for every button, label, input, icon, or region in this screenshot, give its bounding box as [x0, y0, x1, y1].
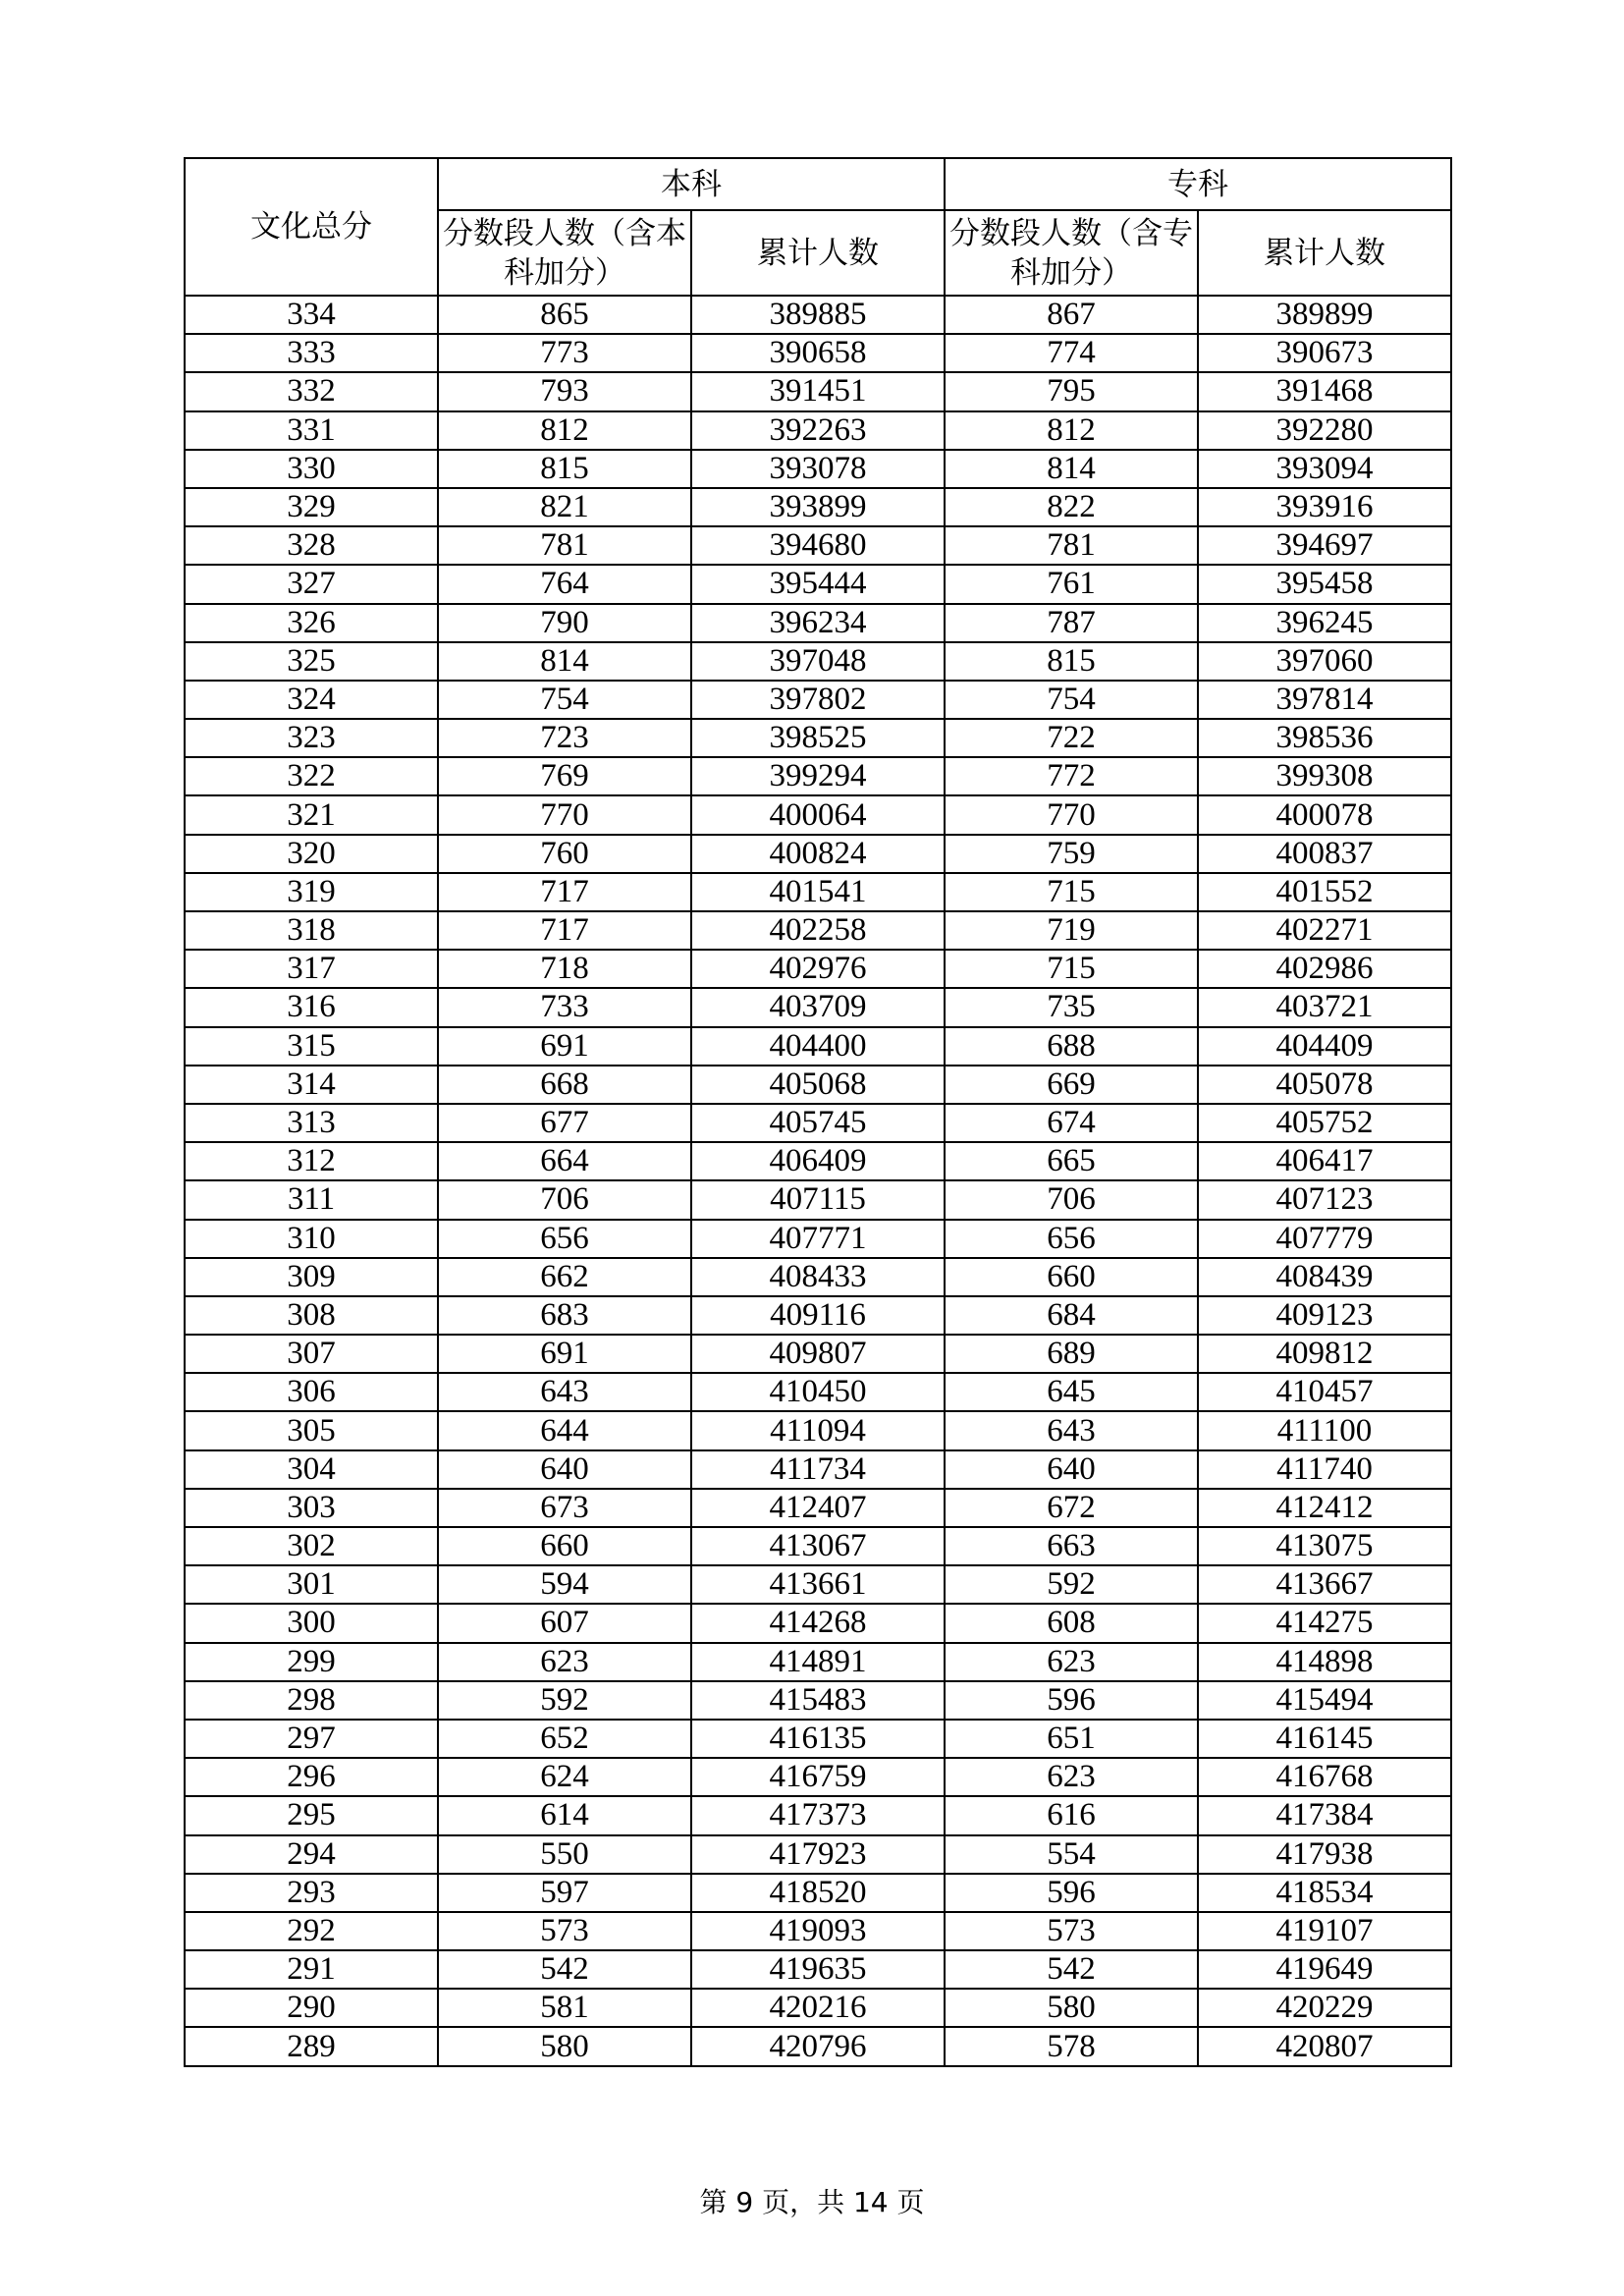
score-cell: 302 — [185, 1527, 438, 1565]
undergraduate-cumulative-cell: 416759 — [691, 1758, 945, 1796]
junior-college-cumulative-cell: 407779 — [1198, 1220, 1451, 1258]
header-undergraduate-segment-count: 分数段人数（含本科加分） — [438, 210, 691, 296]
undergraduate-cumulative-cell: 409116 — [691, 1296, 945, 1335]
undergraduate-segment-cell: 668 — [438, 1066, 691, 1104]
table-row — [185, 1450, 1451, 1489]
undergraduate-segment-cell: 769 — [438, 757, 691, 795]
table-row — [185, 1373, 1451, 1411]
junior-college-cumulative-cell: 399308 — [1198, 757, 1451, 795]
junior-college-cumulative-cell: 400837 — [1198, 835, 1451, 873]
score-cell: 312 — [185, 1142, 438, 1180]
undergraduate-cumulative-cell: 397048 — [691, 642, 945, 681]
undergraduate-cumulative-cell: 395444 — [691, 565, 945, 603]
junior-college-segment-cell: 715 — [945, 873, 1198, 911]
score-cell: 322 — [185, 757, 438, 795]
score-cell: 296 — [185, 1758, 438, 1796]
undergraduate-cumulative-cell: 405068 — [691, 1066, 945, 1104]
score-cell: 298 — [185, 1681, 438, 1720]
undergraduate-cumulative-cell: 399294 — [691, 757, 945, 795]
junior-college-cumulative-cell: 414275 — [1198, 1604, 1451, 1642]
junior-college-segment-cell: 592 — [945, 1565, 1198, 1604]
junior-college-segment-cell: 596 — [945, 1681, 1198, 1720]
undergraduate-segment-cell: 717 — [438, 911, 691, 950]
junior-college-cumulative-cell: 410457 — [1198, 1373, 1451, 1411]
junior-college-segment-cell: 674 — [945, 1104, 1198, 1142]
junior-college-segment-cell: 643 — [945, 1411, 1198, 1449]
junior-college-segment-cell: 663 — [945, 1527, 1198, 1565]
junior-college-segment-cell: 554 — [945, 1835, 1198, 1874]
junior-college-segment-cell: 623 — [945, 1643, 1198, 1681]
undergraduate-segment-cell: 677 — [438, 1104, 691, 1142]
table-row — [185, 1489, 1451, 1527]
score-cell: 319 — [185, 873, 438, 911]
junior-college-segment-cell: 684 — [945, 1296, 1198, 1335]
score-cell: 299 — [185, 1643, 438, 1681]
undergraduate-cumulative-cell: 408433 — [691, 1258, 945, 1296]
junior-college-cumulative-cell: 407123 — [1198, 1180, 1451, 1219]
junior-college-cumulative-cell: 390673 — [1198, 334, 1451, 372]
junior-college-segment-cell: 623 — [945, 1758, 1198, 1796]
undergraduate-segment-cell: 781 — [438, 526, 691, 565]
undergraduate-cumulative-cell: 416135 — [691, 1720, 945, 1758]
junior-college-segment-cell: 772 — [945, 757, 1198, 795]
junior-college-segment-cell: 719 — [945, 911, 1198, 950]
undergraduate-cumulative-cell: 402976 — [691, 950, 945, 988]
junior-college-cumulative-cell: 393094 — [1198, 450, 1451, 488]
junior-college-segment-cell: 578 — [945, 2027, 1198, 2065]
table-row — [185, 1720, 1451, 1758]
junior-college-cumulative-cell: 409123 — [1198, 1296, 1451, 1335]
score-cell: 333 — [185, 334, 438, 372]
table-row — [185, 1104, 1451, 1142]
score-cell: 311 — [185, 1180, 438, 1219]
junior-college-cumulative-cell: 395458 — [1198, 565, 1451, 603]
undergraduate-cumulative-cell: 389885 — [691, 296, 945, 334]
junior-college-cumulative-cell: 397060 — [1198, 642, 1451, 681]
junior-college-cumulative-cell: 418534 — [1198, 1874, 1451, 1912]
junior-college-segment-cell: 640 — [945, 1450, 1198, 1489]
undergraduate-cumulative-cell: 392263 — [691, 411, 945, 450]
junior-college-cumulative-cell: 403721 — [1198, 988, 1451, 1026]
junior-college-segment-cell: 645 — [945, 1373, 1198, 1411]
undergraduate-segment-cell: 550 — [438, 1835, 691, 1874]
undergraduate-segment-cell: 656 — [438, 1220, 691, 1258]
junior-college-segment-cell: 722 — [945, 719, 1198, 757]
junior-college-segment-cell: 814 — [945, 450, 1198, 488]
undergraduate-segment-cell: 644 — [438, 1411, 691, 1449]
score-cell: 313 — [185, 1104, 438, 1142]
undergraduate-segment-cell: 733 — [438, 988, 691, 1026]
table-row — [185, 835, 1451, 873]
table-row — [185, 642, 1451, 681]
undergraduate-cumulative-cell: 393899 — [691, 488, 945, 526]
junior-college-segment-cell: 656 — [945, 1220, 1198, 1258]
undergraduate-cumulative-cell: 394680 — [691, 526, 945, 565]
junior-college-segment-cell: 672 — [945, 1489, 1198, 1527]
undergraduate-cumulative-cell: 415483 — [691, 1681, 945, 1720]
undergraduate-cumulative-cell: 420796 — [691, 2027, 945, 2065]
junior-college-cumulative-cell: 413075 — [1198, 1527, 1451, 1565]
undergraduate-cumulative-cell: 413661 — [691, 1565, 945, 1604]
junior-college-segment-cell: 787 — [945, 604, 1198, 642]
junior-college-cumulative-cell: 405078 — [1198, 1066, 1451, 1104]
junior-college-segment-cell: 735 — [945, 988, 1198, 1026]
undergraduate-segment-cell: 706 — [438, 1180, 691, 1219]
table-row — [185, 450, 1451, 488]
score-cell: 328 — [185, 526, 438, 565]
score-cell: 295 — [185, 1796, 438, 1834]
score-cell: 292 — [185, 1912, 438, 1950]
table-row — [185, 411, 1451, 450]
junior-college-cumulative-cell: 400078 — [1198, 795, 1451, 834]
score-cell: 314 — [185, 1066, 438, 1104]
junior-college-segment-cell: 754 — [945, 681, 1198, 719]
junior-college-segment-cell: 774 — [945, 334, 1198, 372]
junior-college-cumulative-cell: 404409 — [1198, 1027, 1451, 1066]
junior-college-cumulative-cell: 402986 — [1198, 950, 1451, 988]
table-row — [185, 1912, 1451, 1950]
undergraduate-cumulative-cell: 402258 — [691, 911, 945, 950]
table-row — [185, 1180, 1451, 1219]
undergraduate-segment-cell: 770 — [438, 795, 691, 834]
undergraduate-cumulative-cell: 406409 — [691, 1142, 945, 1180]
undergraduate-cumulative-cell: 410450 — [691, 1373, 945, 1411]
score-cell: 320 — [185, 835, 438, 873]
table-row — [185, 1527, 1451, 1565]
junior-college-segment-cell: 669 — [945, 1066, 1198, 1104]
score-cell: 291 — [185, 1950, 438, 1989]
junior-college-segment-cell: 781 — [945, 526, 1198, 565]
undergraduate-segment-cell: 652 — [438, 1720, 691, 1758]
table-row — [185, 1027, 1451, 1066]
score-cell: 310 — [185, 1220, 438, 1258]
table-row — [185, 1335, 1451, 1373]
score-cell: 307 — [185, 1335, 438, 1373]
undergraduate-cumulative-cell: 414891 — [691, 1643, 945, 1681]
undergraduate-segment-cell: 760 — [438, 835, 691, 873]
junior-college-segment-cell: 580 — [945, 1989, 1198, 2027]
undergraduate-cumulative-cell: 417373 — [691, 1796, 945, 1834]
table-row — [185, 526, 1451, 565]
undergraduate-cumulative-cell: 407115 — [691, 1180, 945, 1219]
undergraduate-segment-cell: 821 — [438, 488, 691, 526]
undergraduate-cumulative-cell: 409807 — [691, 1335, 945, 1373]
score-cell: 290 — [185, 1989, 438, 2027]
table-row — [185, 795, 1451, 834]
undergraduate-segment-cell: 865 — [438, 296, 691, 334]
score-cell: 308 — [185, 1296, 438, 1335]
table-row — [185, 1258, 1451, 1296]
undergraduate-segment-cell: 581 — [438, 1989, 691, 2027]
table-row — [185, 873, 1451, 911]
junior-college-segment-cell: 651 — [945, 1720, 1198, 1758]
table-row — [185, 1066, 1451, 1104]
junior-college-segment-cell: 867 — [945, 296, 1198, 334]
table-row — [185, 1681, 1451, 1720]
undergraduate-segment-cell: 717 — [438, 873, 691, 911]
junior-college-cumulative-cell: 419107 — [1198, 1912, 1451, 1950]
junior-college-cumulative-cell: 415494 — [1198, 1681, 1451, 1720]
junior-college-cumulative-cell: 401552 — [1198, 873, 1451, 911]
undergraduate-segment-cell: 623 — [438, 1643, 691, 1681]
undergraduate-cumulative-cell: 391451 — [691, 372, 945, 410]
score-cell: 321 — [185, 795, 438, 834]
junior-college-cumulative-cell: 402271 — [1198, 911, 1451, 950]
undergraduate-cumulative-cell: 419635 — [691, 1950, 945, 1989]
undergraduate-cumulative-cell: 393078 — [691, 450, 945, 488]
junior-college-cumulative-cell: 408439 — [1198, 1258, 1451, 1296]
table-row — [185, 604, 1451, 642]
table-row — [185, 988, 1451, 1026]
junior-college-cumulative-cell: 413667 — [1198, 1565, 1451, 1604]
undergraduate-cumulative-cell: 400824 — [691, 835, 945, 873]
undergraduate-cumulative-cell: 414268 — [691, 1604, 945, 1642]
header-undergraduate-cumulative: 累计人数 — [691, 210, 945, 296]
junior-college-cumulative-cell: 420807 — [1198, 2027, 1451, 2065]
table-row — [185, 2027, 1451, 2065]
score-cell: 293 — [185, 1874, 438, 1912]
table-row — [185, 1950, 1451, 1989]
undergraduate-cumulative-cell: 401541 — [691, 873, 945, 911]
junior-college-segment-cell: 616 — [945, 1796, 1198, 1834]
junior-college-segment-cell: 815 — [945, 642, 1198, 681]
junior-college-cumulative-cell: 406417 — [1198, 1142, 1451, 1180]
undergraduate-cumulative-cell: 404400 — [691, 1027, 945, 1066]
junior-college-segment-cell: 689 — [945, 1335, 1198, 1373]
table-row — [185, 1874, 1451, 1912]
undergraduate-segment-cell: 542 — [438, 1950, 691, 1989]
undergraduate-cumulative-cell: 418520 — [691, 1874, 945, 1912]
table-row — [185, 488, 1451, 526]
junior-college-cumulative-cell: 419649 — [1198, 1950, 1451, 1989]
header-group-undergraduate: 本科 — [438, 158, 945, 210]
undergraduate-cumulative-cell: 417923 — [691, 1835, 945, 1874]
score-cell: 326 — [185, 604, 438, 642]
undergraduate-segment-cell: 597 — [438, 1874, 691, 1912]
table-body — [185, 296, 1451, 2066]
undergraduate-cumulative-cell: 398525 — [691, 719, 945, 757]
junior-college-cumulative-cell: 414898 — [1198, 1643, 1451, 1681]
table-row — [185, 1989, 1451, 2027]
undergraduate-cumulative-cell: 397802 — [691, 681, 945, 719]
undergraduate-segment-cell: 640 — [438, 1450, 691, 1489]
junior-college-cumulative-cell: 391468 — [1198, 372, 1451, 410]
score-cell: 301 — [185, 1565, 438, 1604]
junior-college-cumulative-cell: 398536 — [1198, 719, 1451, 757]
undergraduate-segment-cell: 662 — [438, 1258, 691, 1296]
table-row — [185, 1296, 1451, 1335]
score-distribution-table — [184, 157, 1452, 2067]
score-cell: 324 — [185, 681, 438, 719]
score-cell: 325 — [185, 642, 438, 681]
junior-college-segment-cell: 761 — [945, 565, 1198, 603]
header-score: 文化总分 — [185, 158, 438, 296]
undergraduate-segment-cell: 723 — [438, 719, 691, 757]
undergraduate-segment-cell: 718 — [438, 950, 691, 988]
page-footer: 第 9 页，共 14 页 — [699, 2186, 925, 2218]
header-group-junior-college: 专科 — [945, 158, 1451, 210]
table-row — [185, 334, 1451, 372]
score-cell: 329 — [185, 488, 438, 526]
undergraduate-segment-cell: 812 — [438, 411, 691, 450]
junior-college-segment-cell: 795 — [945, 372, 1198, 410]
score-cell: 289 — [185, 2027, 438, 2065]
score-cell: 332 — [185, 372, 438, 410]
undergraduate-cumulative-cell: 411734 — [691, 1450, 945, 1489]
table-row — [185, 1758, 1451, 1796]
undergraduate-segment-cell: 624 — [438, 1758, 691, 1796]
junior-college-segment-cell: 573 — [945, 1912, 1198, 1950]
score-cell: 316 — [185, 988, 438, 1026]
junior-college-cumulative-cell: 417384 — [1198, 1796, 1451, 1834]
junior-college-cumulative-cell: 389899 — [1198, 296, 1451, 334]
score-cell: 330 — [185, 450, 438, 488]
junior-college-cumulative-cell: 405752 — [1198, 1104, 1451, 1142]
table-row — [185, 1796, 1451, 1834]
undergraduate-segment-cell: 793 — [438, 372, 691, 410]
undergraduate-segment-cell: 592 — [438, 1681, 691, 1720]
undergraduate-cumulative-cell: 405745 — [691, 1104, 945, 1142]
undergraduate-segment-cell: 573 — [438, 1912, 691, 1950]
undergraduate-segment-cell: 790 — [438, 604, 691, 642]
undergraduate-cumulative-cell: 390658 — [691, 334, 945, 372]
undergraduate-segment-cell: 614 — [438, 1796, 691, 1834]
score-cell: 305 — [185, 1411, 438, 1449]
undergraduate-segment-cell: 754 — [438, 681, 691, 719]
score-cell: 331 — [185, 411, 438, 450]
header-junior-college-cumulative: 累计人数 — [1198, 210, 1451, 296]
undergraduate-segment-cell: 691 — [438, 1335, 691, 1373]
undergraduate-cumulative-cell: 411094 — [691, 1411, 945, 1449]
score-cell: 318 — [185, 911, 438, 950]
junior-college-segment-cell: 822 — [945, 488, 1198, 526]
junior-college-segment-cell: 770 — [945, 795, 1198, 834]
undergraduate-cumulative-cell: 407771 — [691, 1220, 945, 1258]
undergraduate-segment-cell: 643 — [438, 1373, 691, 1411]
junior-college-cumulative-cell: 411100 — [1198, 1411, 1451, 1449]
junior-college-segment-cell: 608 — [945, 1604, 1198, 1642]
undergraduate-segment-cell: 815 — [438, 450, 691, 488]
table-row — [185, 719, 1451, 757]
undergraduate-segment-cell: 664 — [438, 1142, 691, 1180]
junior-college-cumulative-cell: 411740 — [1198, 1450, 1451, 1489]
table-row — [185, 1604, 1451, 1642]
junior-college-cumulative-cell: 394697 — [1198, 526, 1451, 565]
undergraduate-segment-cell: 580 — [438, 2027, 691, 2065]
table-row — [185, 1411, 1451, 1449]
junior-college-segment-cell: 759 — [945, 835, 1198, 873]
score-cell: 317 — [185, 950, 438, 988]
junior-college-cumulative-cell: 416145 — [1198, 1720, 1451, 1758]
score-cell: 323 — [185, 719, 438, 757]
table-row — [185, 372, 1451, 410]
table-row — [185, 911, 1451, 950]
junior-college-cumulative-cell: 396245 — [1198, 604, 1451, 642]
junior-college-cumulative-cell: 409812 — [1198, 1335, 1451, 1373]
junior-college-segment-cell: 660 — [945, 1258, 1198, 1296]
junior-college-segment-cell: 706 — [945, 1180, 1198, 1219]
undergraduate-cumulative-cell: 396234 — [691, 604, 945, 642]
score-cell: 294 — [185, 1835, 438, 1874]
junior-college-cumulative-cell: 416768 — [1198, 1758, 1451, 1796]
table-row — [185, 950, 1451, 988]
table-row — [185, 1565, 1451, 1604]
table-row — [185, 1835, 1451, 1874]
undergraduate-segment-cell: 660 — [438, 1527, 691, 1565]
header-junior-college-segment-count: 分数段人数（含专科加分） — [945, 210, 1198, 296]
table-row — [185, 757, 1451, 795]
junior-college-cumulative-cell: 417938 — [1198, 1835, 1451, 1874]
table-row — [185, 296, 1451, 334]
undergraduate-segment-cell: 691 — [438, 1027, 691, 1066]
score-cell: 300 — [185, 1604, 438, 1642]
undergraduate-segment-cell: 764 — [438, 565, 691, 603]
junior-college-cumulative-cell: 393916 — [1198, 488, 1451, 526]
undergraduate-segment-cell: 673 — [438, 1489, 691, 1527]
undergraduate-segment-cell: 683 — [438, 1296, 691, 1335]
score-cell: 334 — [185, 296, 438, 334]
undergraduate-cumulative-cell: 400064 — [691, 795, 945, 834]
undergraduate-segment-cell: 594 — [438, 1565, 691, 1604]
undergraduate-cumulative-cell: 420216 — [691, 1989, 945, 2027]
undergraduate-segment-cell: 773 — [438, 334, 691, 372]
junior-college-segment-cell: 665 — [945, 1142, 1198, 1180]
undergraduate-cumulative-cell: 412407 — [691, 1489, 945, 1527]
score-cell: 303 — [185, 1489, 438, 1527]
undergraduate-cumulative-cell: 403709 — [691, 988, 945, 1026]
table-row — [185, 565, 1451, 603]
table-row — [185, 681, 1451, 719]
undergraduate-segment-cell: 607 — [438, 1604, 691, 1642]
junior-college-segment-cell: 715 — [945, 950, 1198, 988]
junior-college-segment-cell: 812 — [945, 411, 1198, 450]
junior-college-cumulative-cell: 420229 — [1198, 1989, 1451, 2027]
table-row — [185, 1220, 1451, 1258]
undergraduate-cumulative-cell: 419093 — [691, 1912, 945, 1950]
junior-college-cumulative-cell: 397814 — [1198, 681, 1451, 719]
table-row — [185, 1643, 1451, 1681]
junior-college-cumulative-cell: 412412 — [1198, 1489, 1451, 1527]
junior-college-segment-cell: 596 — [945, 1874, 1198, 1912]
undergraduate-segment-cell: 814 — [438, 642, 691, 681]
score-cell: 315 — [185, 1027, 438, 1066]
undergraduate-cumulative-cell: 413067 — [691, 1527, 945, 1565]
score-cell: 304 — [185, 1450, 438, 1489]
score-cell: 327 — [185, 565, 438, 603]
junior-college-segment-cell: 542 — [945, 1950, 1198, 1989]
junior-college-cumulative-cell: 392280 — [1198, 411, 1451, 450]
score-cell: 306 — [185, 1373, 438, 1411]
score-cell: 309 — [185, 1258, 438, 1296]
score-cell: 297 — [185, 1720, 438, 1758]
table-row — [185, 1142, 1451, 1180]
junior-college-segment-cell: 688 — [945, 1027, 1198, 1066]
